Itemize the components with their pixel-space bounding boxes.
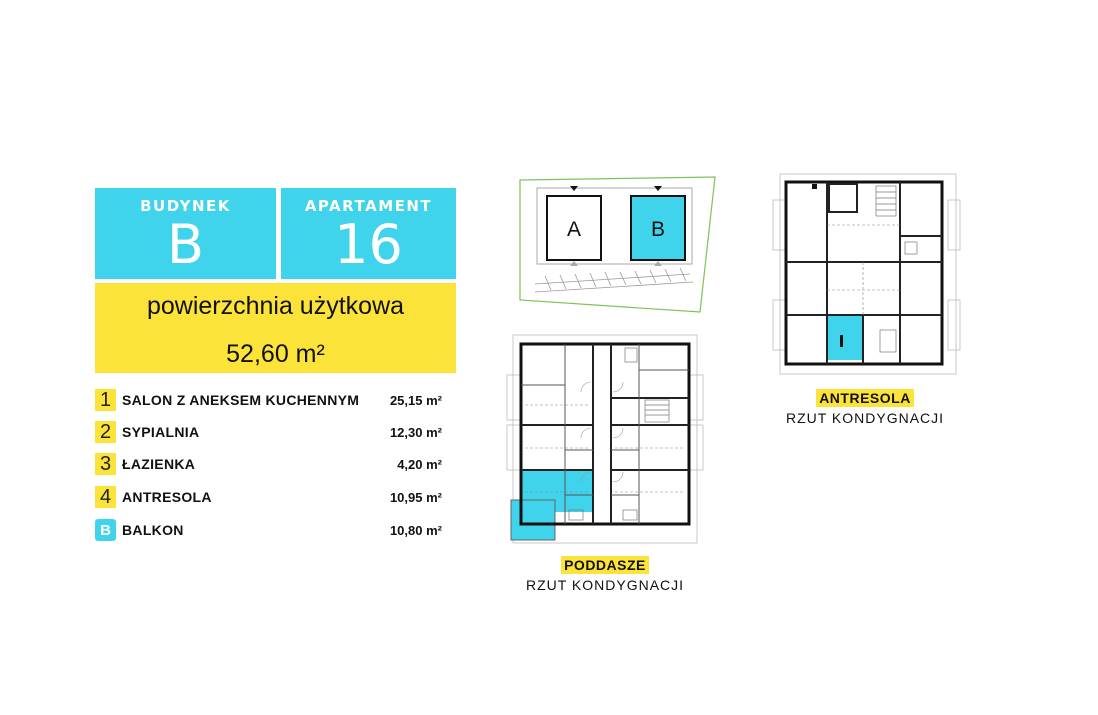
building-caption: BUDYNEK <box>140 197 231 215</box>
room-number-badge: 3 <box>95 453 116 475</box>
building-tile <box>95 188 276 279</box>
room-number-badge: 1 <box>95 389 116 411</box>
building-b-label: B <box>650 218 666 241</box>
site-plan <box>515 172 720 314</box>
apartment-number: 16 <box>334 213 403 276</box>
room-row <box>95 518 456 542</box>
room-name: BALKON <box>122 522 184 538</box>
room-name: ŁAZIENKA <box>122 456 196 472</box>
antresola-caption <box>755 389 975 426</box>
room-number-badge: 4 <box>95 486 116 508</box>
room-row <box>95 388 456 412</box>
balcony-highlight <box>511 500 555 540</box>
interior-walls <box>786 182 942 364</box>
outer-terrace-outline <box>773 174 960 374</box>
poddasze-caption <box>495 556 715 593</box>
room-name: ANTRESOLA <box>122 489 212 505</box>
poddasze-title: PODDASZE <box>561 556 649 574</box>
room-area: 10,80 m² <box>389 522 442 538</box>
usable-area-title: powierzchnia użytkowa <box>146 292 405 320</box>
room-area: 12,30 m² <box>389 424 442 440</box>
balcony-badge: B <box>95 519 116 541</box>
apartment-caption: APARTAMENT <box>304 197 433 215</box>
room-name: SALON Z ANEKSEM KUCHENNYM <box>122 392 360 408</box>
room-area: 4,20 m² <box>397 456 442 472</box>
apartment-tile <box>281 188 456 279</box>
room-row <box>95 420 456 444</box>
room-row <box>95 452 456 476</box>
room-number-badge: 2 <box>95 421 116 443</box>
building-a-label: A <box>566 218 582 241</box>
antresola-subtitle: RZUT KONDYGNACJI <box>785 410 945 426</box>
mezzanine-dashes <box>827 225 900 315</box>
antresola-title: ANTRESOLA <box>816 389 914 407</box>
mezzanine-highlight <box>827 315 863 360</box>
usable-area-box <box>95 283 456 373</box>
poddasze-subtitle: RZUT KONDYGNACJI <box>525 577 685 593</box>
building-letter: B <box>166 213 205 276</box>
antresola-floor-plan <box>772 170 962 378</box>
room-area: 25,15 m² <box>389 392 442 408</box>
room-area: 10,95 m² <box>389 489 442 505</box>
room-row <box>95 485 456 509</box>
room-name: SYPIALNIA <box>122 424 200 440</box>
poddasze-floor-plan <box>505 330 705 547</box>
stairs <box>876 186 917 352</box>
parking-hatch <box>535 268 693 292</box>
usable-area-value: 52,60 m² <box>226 340 325 368</box>
